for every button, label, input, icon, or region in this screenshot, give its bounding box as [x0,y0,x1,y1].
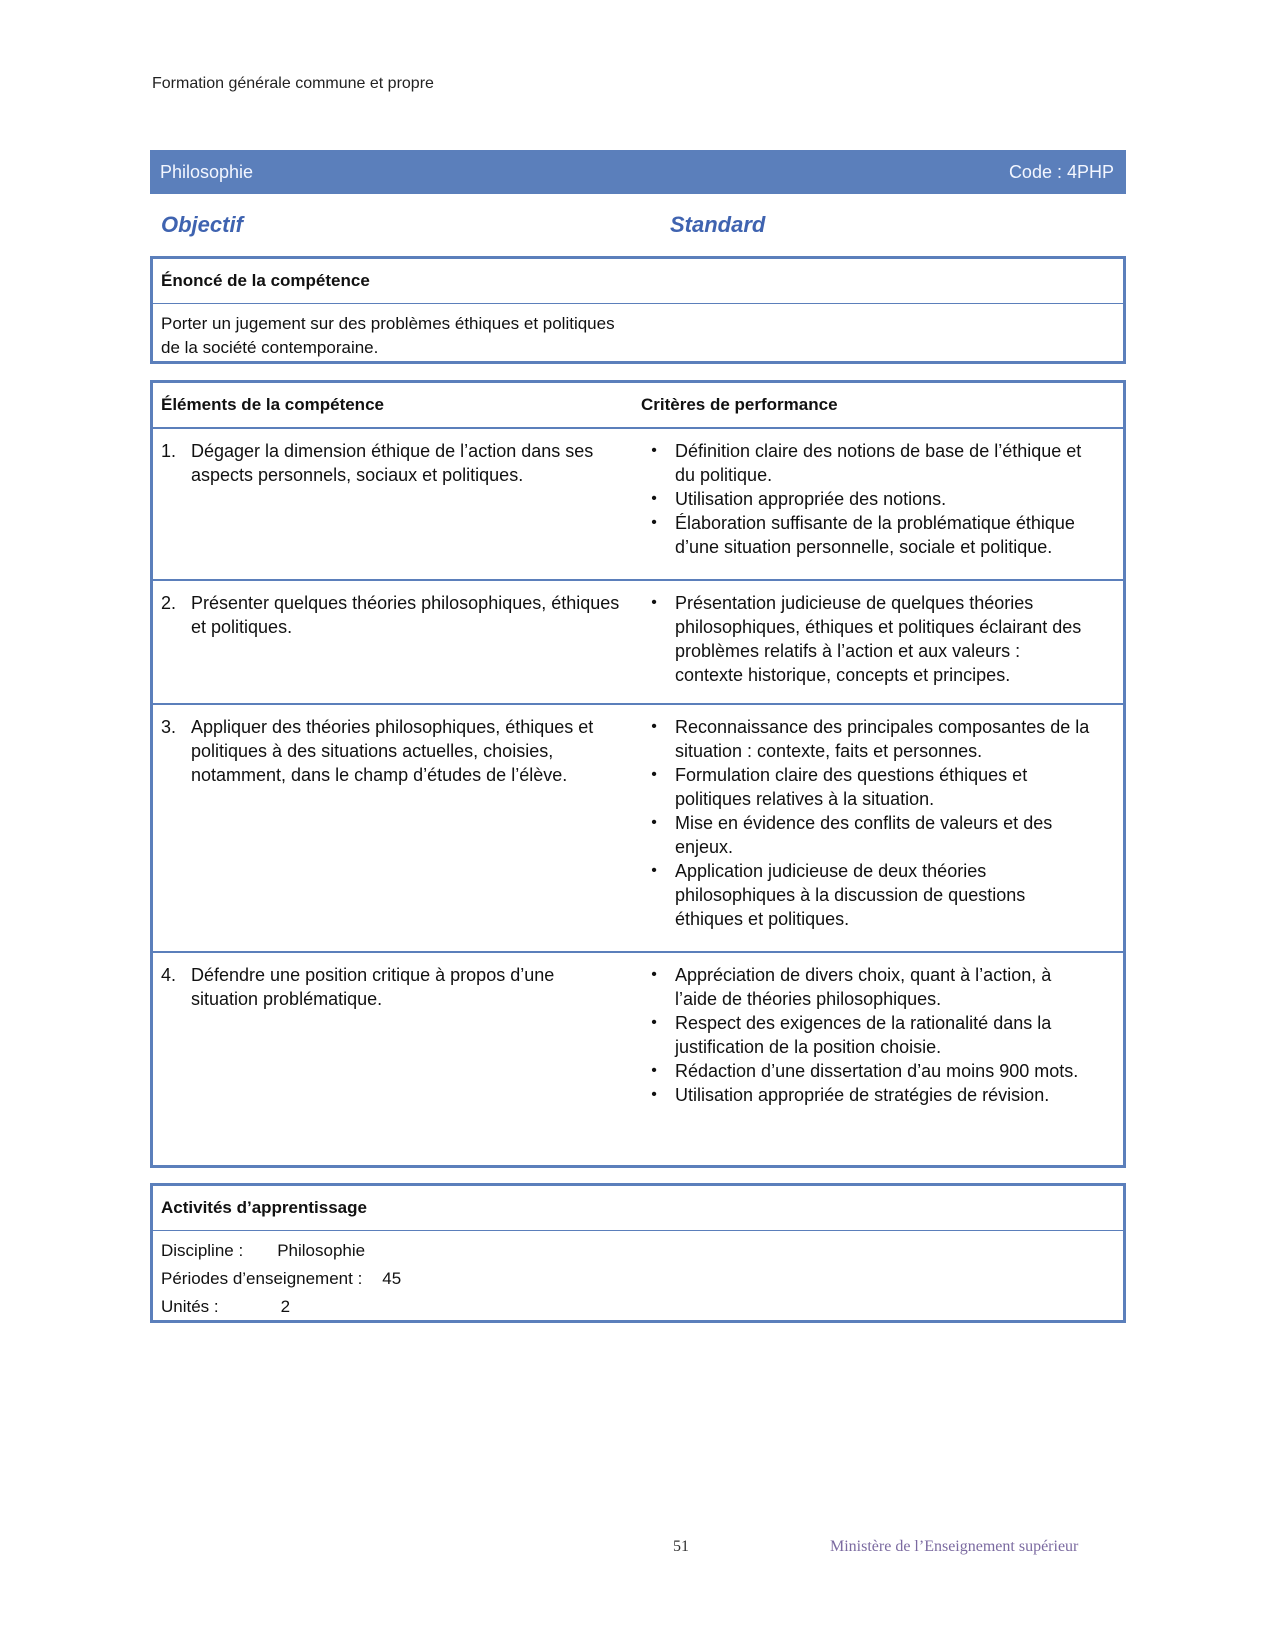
bullet-icon: • [651,514,657,531]
criteria-text: Utilisation appropriée de stratégies de révision. [675,1085,1050,1105]
element-number: 1. [161,441,177,461]
competence-row [153,705,1123,953]
bullet-icon: • [651,442,657,459]
unites-value: 2 [280,1297,291,1316]
criteria-text: Définition claire des notions de base de l’éthique et du politique. [675,441,1082,485]
bullet-icon: • [651,718,657,735]
periodes-label: Périodes d’enseignement : [161,1269,363,1288]
bullet-icon: • [651,1014,657,1031]
element-cell [153,591,633,703]
enonce-section [150,256,1126,364]
criteria-text: Appréciation de divers choix, quant à l’action, à l’aide de théories philosophiques. [675,965,1052,1009]
element-text: Présenter quelques théories philosophiques, éthiques et politiques. [191,593,620,637]
discipline-value: Philosophie [277,1241,366,1260]
bullet-icon: • [651,490,657,507]
competence-row [153,429,1123,581]
course-header-bar [150,150,1126,194]
competence-rows [153,429,1123,1149]
periodes-line [153,1265,1123,1293]
competence-table [150,380,1126,1168]
criteria-text: Respect des exigences de la rationalité dans la justification de la position choisie. [675,1013,1052,1057]
objectif-heading: Objectif [161,212,243,237]
element-cell [153,439,633,579]
competence-row [153,581,1123,705]
activites-title: Activités d’apprentissage [153,1186,1123,1231]
criteria-text: Rédaction d’une dissertation d’au moins 900 mots. [675,1061,1079,1081]
criteria-item [633,715,1103,763]
bullet-icon: • [651,1086,657,1103]
criteria-text: Utilisation appropriée des notions. [675,489,947,509]
criteria-item [633,1059,1103,1083]
element-number: 4. [161,965,177,985]
unites-line [153,1293,1123,1321]
footer-ministry: Ministère de l’Enseignement supérieur [830,1538,1079,1555]
element-number: 3. [161,717,177,737]
criteria-cell [633,715,1103,951]
criteria-cell [633,439,1103,579]
bullet-icon: • [651,1062,657,1079]
activites-section [150,1183,1126,1323]
column-header-criteres: Critères de performance [641,395,838,414]
criteria-text: Mise en évidence des conflits de valeurs et des enjeux. [675,813,1053,857]
element-text: Défendre une position critique à propos d’une situation problématique. [191,965,555,1009]
running-head: Formation générale commune et propre [152,75,434,92]
criteria-text: Présentation judicieuse de quelques théories philosophiques, éthiques et politiques éclairant des problèmes relatifs à l’action et aux valeurs : contexte historique, concepts et principes. [675,593,1082,685]
course-code: Code : 4PHP [1008,161,1114,182]
element-cell [153,715,633,951]
course-title: Philosophie [160,161,254,182]
competence-table-header [153,383,1123,429]
discipline-line [153,1237,1123,1265]
criteria-item [633,1011,1103,1059]
element-text: Appliquer des théories philosophiques, éthiques et politiques à des situations actuelles, choisies, notamment, dans le champ d’études de l’élève. [191,717,594,785]
criteria-text: Formulation claire des questions éthiques et politiques relatives à la situation. [675,765,1028,809]
criteria-text: Reconnaissance des principales composantes de la situation : contexte, faits et personnes. [675,717,1090,761]
bullet-icon: • [651,966,657,983]
enonce-title: Énoncé de la compétence [153,259,1123,304]
criteria-item [633,511,1103,559]
bullet-icon: • [651,766,657,783]
criteria-item [633,1083,1103,1107]
criteria-item [633,963,1103,1011]
unites-label: Unités : [161,1297,219,1316]
criteria-item [633,591,1103,687]
criteria-text: Application judicieuse de deux théories philosophiques à la discussion de questions éthiques et politiques. [675,861,1026,929]
criteria-cell [633,591,1103,703]
criteria-item [633,439,1103,487]
criteria-item [633,763,1103,811]
standard-heading: Standard [670,212,766,237]
bullet-icon: • [651,862,657,879]
bullet-icon: • [651,594,657,611]
criteria-item [633,811,1103,859]
criteria-text: Élaboration suffisante de la problématique éthique d’une situation personnelle, sociale et politique. [675,513,1075,557]
bullet-icon: • [651,814,657,831]
criteria-cell [633,963,1103,1149]
footer-page-number: 51 [673,1538,689,1555]
element-cell [153,963,633,1149]
criteria-item [633,487,1103,511]
competence-row [153,953,1123,1149]
column-header-elements: Éléments de la compétence [161,395,384,414]
criteria-item [633,859,1103,931]
discipline-label: Discipline : [161,1241,244,1260]
element-text: Dégager la dimension éthique de l’action dans ses aspects personnels, sociaux et politiques. [191,441,594,485]
periodes-value: 45 [382,1269,402,1288]
enonce-text: Porter un jugement sur des problèmes éthiques et politiques de la société contemporaine. [161,314,615,357]
element-number: 2. [161,593,177,613]
